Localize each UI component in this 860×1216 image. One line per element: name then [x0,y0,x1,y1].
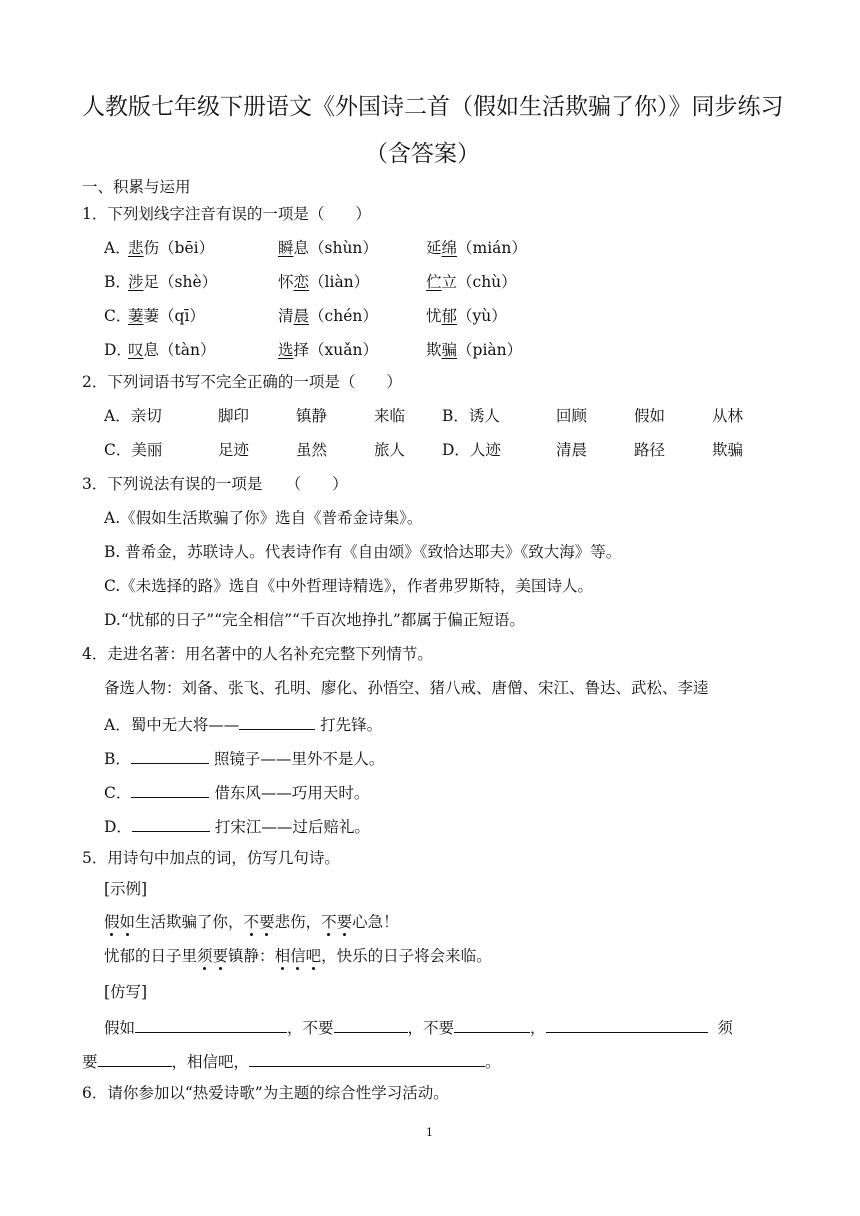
option-label: A． [104,239,131,257]
underlined-char: 选 [278,341,294,359]
underlined-char: 叹 [128,341,144,359]
word-item: 清晨 [556,441,588,459]
item-b-label: B． [104,750,131,768]
word-item: 欺骗 [712,441,744,459]
example-label: [示例] [104,880,148,898]
imitate-text: ， [530,1019,546,1037]
question-4-item-d [104,817,370,836]
underlined-char: 骗 [441,341,458,359]
imitate-text: 假如 [104,1019,136,1037]
item-d-label: D． [104,818,132,836]
imitate-text: ，不要 [287,1019,334,1037]
option-label: B． [104,273,131,291]
dotted-char: 如 [119,913,136,931]
word-item: 旅人 [374,441,406,459]
answer-blank[interactable] [135,1018,287,1033]
item-c-text: 借东风——巧用天时。 [214,784,370,802]
underlined-char: 涉 [128,273,144,291]
underlined-char: 瞬 [278,239,294,257]
answer-blank[interactable] [546,1018,708,1033]
word-item: 虽然 [296,441,328,459]
answer-blank[interactable] [98,1052,172,1067]
item-a-text: A．蜀中无大将—— [104,716,240,734]
underlined-char: 悲 [128,239,144,257]
imitate-line-2 [82,1052,501,1071]
question-4-candidates: 备选人物：刘备、张飞、孔明、廖化、孙悟空、猪八戒、唐僧、宋江、鲁达、武松、李逵 [104,679,709,697]
word-item: 假如 [634,407,666,425]
underlined-char: 郁 [441,307,458,325]
answer-blank[interactable] [131,783,209,798]
question-4-item-c [104,783,369,802]
underlined-char: 晨 [293,307,310,325]
example-line-1: 假如生活欺骗了你，不要悲伤，不要心急！ [104,913,399,931]
answer-blank[interactable] [131,749,209,764]
underlined-char: 萋 [128,307,144,325]
question-6-stem: 6．请你参加以“热爱诗歌”为主题的综合性学习活动。 [82,1084,449,1102]
answer-blank[interactable] [132,817,210,832]
question-5-stem: 5．用诗句中加点的词，仿写几句诗。 [82,849,340,867]
dotted-char: 信 [290,947,306,965]
document-title: 人教版七年级下册语文《外国诗二首（假如生活欺骗了你）》同步练习 [82,94,784,120]
answer-blank[interactable] [454,1018,530,1033]
question-4-item-b [104,749,384,768]
imitate-text: ，相信吧， [171,1053,250,1071]
imitate-text: 须 [717,1019,733,1037]
dotted-char: 要 [259,913,275,931]
question-2-stem: 2．下列词语书写不完全正确的一项是（ ） [82,373,402,391]
word-item: 脚印 [218,407,250,425]
pinyin-item: 欺骗（piàn） [426,341,523,359]
word-item: 镇静 [296,407,328,425]
pinyin-item: 涉足（shè） [128,273,218,291]
question-3-option-a: A.《假如生活欺骗了你》选自《普希金诗集》。 [104,509,423,527]
dotted-char: 须 [197,947,213,965]
underlined-char: 恋 [293,273,310,291]
dotted-char: 不 [243,913,260,931]
pinyin-item: 延绵（mián） [426,239,527,257]
imitate-line-1 [104,1018,733,1037]
dotted-char: 吧 [305,947,322,965]
dotted-char: 要 [336,913,353,931]
pinyin-item: 选择（xuǎn） [278,341,378,359]
word-item: C．美丽 [104,441,163,459]
answer-blank[interactable] [249,1052,485,1067]
pinyin-item: 怀恋（liàn） [278,273,370,291]
word-item: 足迹 [218,441,250,459]
dotted-char: 要 [212,947,229,965]
option-label: D． [104,341,132,359]
question-4-stem: 4．走进名著：用名著中的人名补充完整下列情节。 [82,645,433,663]
word-item: B．诱人 [442,407,500,425]
pinyin-item: 瞬息（shùn） [278,239,378,257]
underlined-char: 伫 [426,273,442,291]
word-item: A．亲切 [104,407,162,425]
underlined-char: 绵 [441,239,458,257]
pinyin-item: 萋萋（qī） [128,307,205,325]
page-number: 1 [426,1126,433,1139]
question-3-option-c: C.《未选择的路》选自《中外哲理诗精选》，作者弗罗斯特，美国诗人。 [104,577,593,595]
dotted-char: 相 [274,947,291,965]
question-3-stem: 3．下列说法有误的一项是 （ ） [82,475,348,493]
imitate-text: 要 [82,1053,98,1071]
pinyin-item: 叹息（tàn） [128,341,216,359]
example-line-2: 忧郁的日子里须要镇静：相信吧，快乐的日子将会来临。 [104,947,492,965]
answer-blank[interactable] [334,1018,408,1033]
word-item: 来临 [374,407,406,425]
item-c-label: C． [104,784,132,802]
dotted-char: 假 [104,913,120,931]
option-label: C． [104,307,132,325]
item-a-suffix: 打先锋。 [320,716,383,734]
pinyin-item: 伫立（chù） [426,273,517,291]
section-heading: 一、积累与运用 [82,178,191,196]
document-subtitle: （含答案） [365,141,480,167]
pinyin-item: 清晨（chén） [278,307,378,325]
imitate-label: [仿写] [104,983,148,1001]
word-item: D．人迹 [442,441,501,459]
question-4-item-a [104,715,382,734]
item-d-text: 打宋江——过后赔礼。 [214,818,370,836]
item-b-text: 照镜子——里外不是人。 [213,750,385,768]
imitate-text: ，不要 [407,1019,455,1037]
pinyin-item: 悲伤（bēi） [128,239,215,257]
imitate-text: 。 [485,1053,501,1071]
question-1-stem: 1．下列划线字注音有误的一项是（ ） [82,205,371,223]
question-3-option-b: B. 普希金，苏联诗人。代表诗作有《自由颂》《致恰达耶夫》《致大海》等。 [104,543,622,561]
word-item: 回顾 [556,407,588,425]
word-item: 从林 [712,407,744,425]
answer-blank[interactable] [239,715,315,730]
dotted-char: 不 [321,913,337,931]
pinyin-item: 忧郁（yù） [426,307,507,325]
word-item: 路径 [634,441,666,459]
question-3-option-d: D.“忧郁的日子”“完全相信”“千百次地挣扎”都属于偏正短语。 [104,611,525,629]
